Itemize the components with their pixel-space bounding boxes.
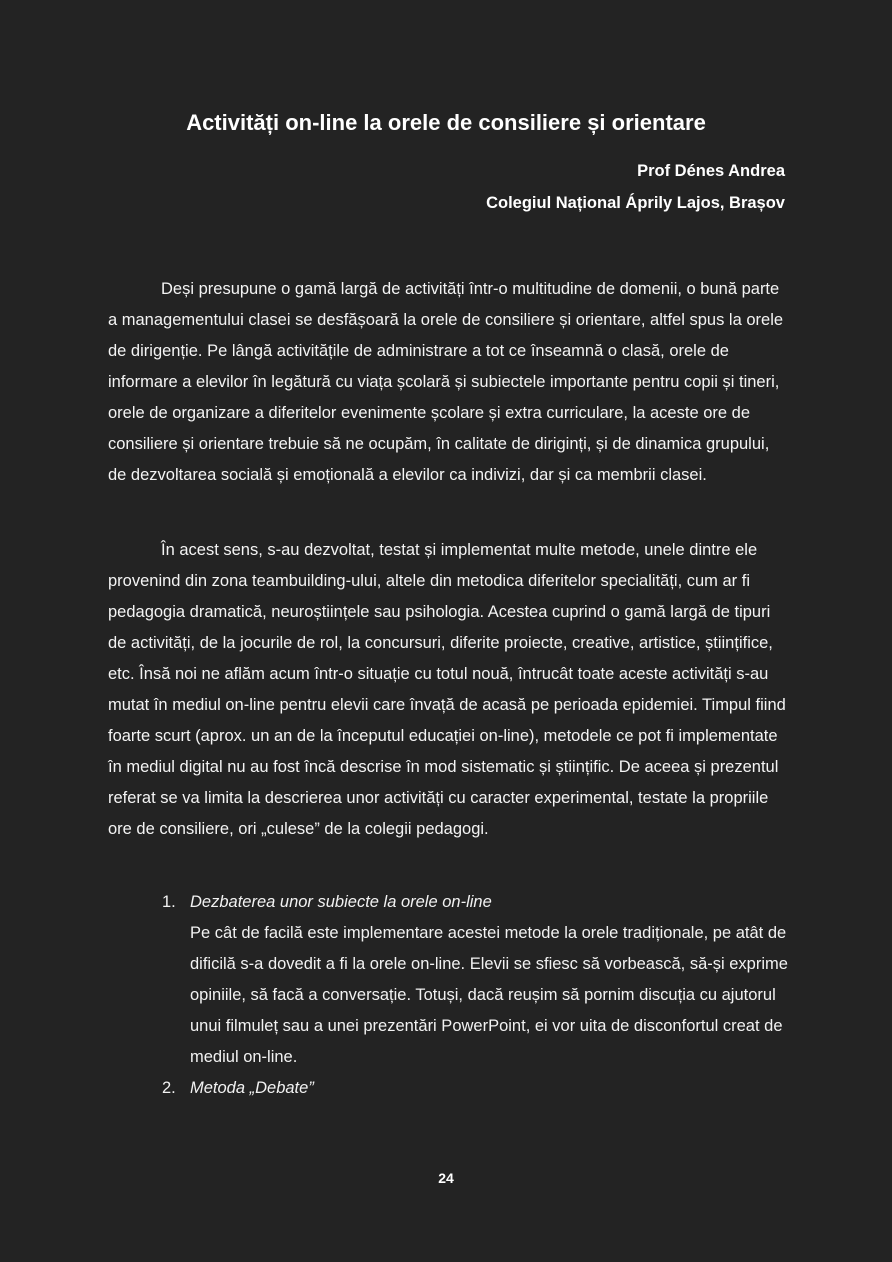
numbered-list bbox=[162, 887, 792, 1104]
list-item-text: Pe cât de facilă este implementare acestei metode la orele tradiționale, pe atât de dificilă s-a dovedit a fi la orele on-line. Elevii se sfiesc să vorbească, să-și exprime opiniile, să facă a conversație. Totuși, dacă reușim să pornim discuția cu ajutorul unui filmuleț sau a unei prezentări PowerPoint, ei vor uita de disconfortul creat de mediul on-line. bbox=[190, 924, 788, 1066]
paragraph-1 bbox=[108, 274, 788, 491]
list-item-heading: Dezbaterea unor subiecte la orele on-line bbox=[190, 893, 492, 911]
school-name: Colegiul Național Áprily Lajos, Brașov bbox=[486, 194, 785, 212]
list-item bbox=[162, 887, 792, 1073]
author-name: Prof Dénes Andrea bbox=[637, 162, 785, 180]
paragraph-2 bbox=[108, 535, 788, 845]
document-title: Activități on-line la orele de consiliere și orientare bbox=[186, 110, 706, 135]
list-item-number: 2. bbox=[162, 1079, 176, 1097]
paragraph-2-text: În acest sens, s-au dezvoltat, testat și implementat multe metode, unele dintre ele provenind din zona teambuilding-ului, altele din metodica diferitelor specialități, cum ar fi pedagogia dramatică, neuroștiințele sau psihologia. Acestea cuprind o gamă largă de tipuri de activități, de la jocurile de rol, la concursuri, diferite proiecte, creative, artistice, științifice, etc. Însă noi ne aflăm acum într-o situație cu totul nouă, întrucât toate aceste activități s-au mutat în mediul on-line pentru elevii care învață de acasă pe perioada epidemiei. Timpul fiind foarte scurt (aprox. un an de la începutul educației on-line), metodele ce pot fi implementate în mediul digital nu au fost încă descrise în mod sistematic și științific. De aceea și prezentul referat se va limita la descrierea unor activități cu caracter experimental, testate la propriile ore de consiliere, ori „culese” de la colegii pedagogi. bbox=[108, 541, 786, 838]
list-item bbox=[162, 1073, 792, 1104]
list-item-heading: Metoda „Debate” bbox=[190, 1079, 314, 1097]
page-number: 24 bbox=[438, 1170, 454, 1186]
list-item-number: 1. bbox=[162, 893, 176, 911]
paragraph-1-text: Deși presupune o gamă largă de activități într-o multitudine de domenii, o bună parte a managementului clasei se desfășoară la orele de consiliere și orientare, altfel spus la orele de dirigenție. Pe lângă activitățile de administrare a tot ce înseamnă o clasă, orele de informare a elevilor în legătură cu viața școlară și subiectele importante pentru copii și tineri, orele de organizare a diferitelor evenimente școlare și extra curriculare, la aceste ore de consiliere și orientare trebuie să ne ocupăm, în calitate de diriginți, și de dinamica grupului, de dezvoltarea socială și emoțională a elevilor ca indivizi, dar și ca membrii clasei. bbox=[108, 280, 784, 484]
